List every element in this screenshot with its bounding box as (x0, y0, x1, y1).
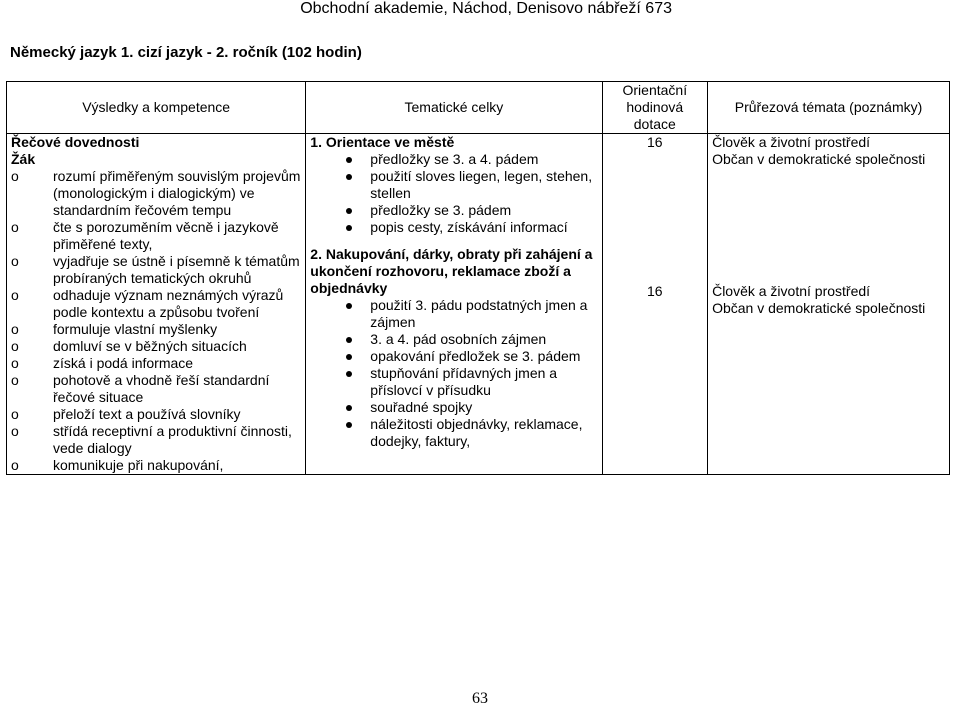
cross-topic: Občan v demokratické společnosti (712, 151, 926, 167)
curriculum-table-frame (6, 81, 950, 537)
list-item: stupňování přídavných jmen a příslovcí v přísudku (370, 365, 597, 399)
header-topics: Tematické celky (306, 82, 602, 134)
header-results: Výsledky a kompetence (7, 82, 306, 134)
topics-cell (306, 134, 602, 475)
list-item: o čte s porozuměním věcně i jazykově přiměřené texty, (11, 219, 301, 253)
page-number: 63 (472, 690, 488, 707)
list-item: použití sloves liegen, legen, stehen, stellen (370, 168, 597, 202)
list-item: souřadné spojky (370, 399, 597, 416)
list-item: 3. a 4. pád osobních zájmen (370, 331, 597, 348)
list-item: o odhaduje význam neznámých výrazů podle kontextu a způsobu tvoření (11, 287, 301, 321)
cross-topic: Člověk a životní prostředí (712, 283, 871, 299)
list-item: o domluví se v běžných situacích (11, 338, 301, 355)
list-item: o rozumí přiměřeným souvislým projevům (monologickým i dialogickým) ve standardním řečovém tempu (11, 168, 301, 219)
school-header: Obchodní akademie, Náchod, Denisovo nábřeží 673 (300, 0, 672, 17)
topic-list (310, 151, 597, 236)
list-item: předložky se 3. a 4. pádem (370, 151, 597, 168)
results-list (11, 168, 301, 474)
hours-value: 16 (647, 134, 663, 150)
list-item: o vyjadřuje se ústně i písemně k tématům probíraných tematických okruhů (11, 253, 301, 287)
list-item: o střídá receptivní a produktivní činnosti, vede dialogy (11, 423, 301, 457)
topic-title: 1. Orientace ve městě (310, 134, 455, 150)
results-subtitle: Žák (11, 151, 36, 167)
list-item: předložky se 3. pádem (370, 202, 597, 219)
list-item: náležitosti objednávky, reklamace, dodejky, faktury, (370, 416, 597, 450)
hours-value: 16 (647, 283, 663, 299)
list-item: opakování předložek se 3. pádem (370, 348, 597, 365)
list-item: popis cesty, získávání informací (370, 219, 597, 236)
hours-cell (602, 134, 708, 475)
topic-block (310, 134, 597, 236)
list-item: o formuluje vlastní myšlenky (11, 321, 301, 338)
curriculum-table (6, 81, 950, 475)
cross-topic: Člověk a životní prostředí (712, 134, 871, 150)
header-hours: Orientační hodinová dotace (602, 82, 708, 134)
cross-topics-cell (708, 134, 950, 475)
list-item: o přeloží text a používá slovníky (11, 406, 301, 423)
list-item: použití 3. pádu podstatných jmen a zájmen (370, 297, 597, 331)
list-item: o získá i podá informace (11, 355, 301, 372)
subject-title: Německý jazyk 1. cizí jazyk - 2. ročník (102 hodin) (10, 44, 362, 61)
topic-block (310, 246, 597, 450)
table-row (7, 134, 950, 475)
list-item: o komunikuje při nakupování, (11, 457, 301, 474)
cross-topic: Občan v demokratické společnosti (712, 300, 926, 316)
hours-spacer (607, 151, 704, 283)
topic-list (310, 297, 597, 450)
results-title: Řečové dovednosti (11, 134, 140, 150)
list-item: o pohotově a vhodně řeší standardní řečové situace (11, 372, 301, 406)
table-header-row (7, 82, 950, 134)
topic-title: 2. Nakupování, dárky, obraty při zahájení a ukončení rozhovoru, reklamace zboží a objednávky (310, 246, 593, 296)
header-cross-topics: Průřezová témata (poznámky) (708, 82, 950, 134)
results-cell (7, 134, 306, 475)
cross-spacer (712, 168, 945, 283)
